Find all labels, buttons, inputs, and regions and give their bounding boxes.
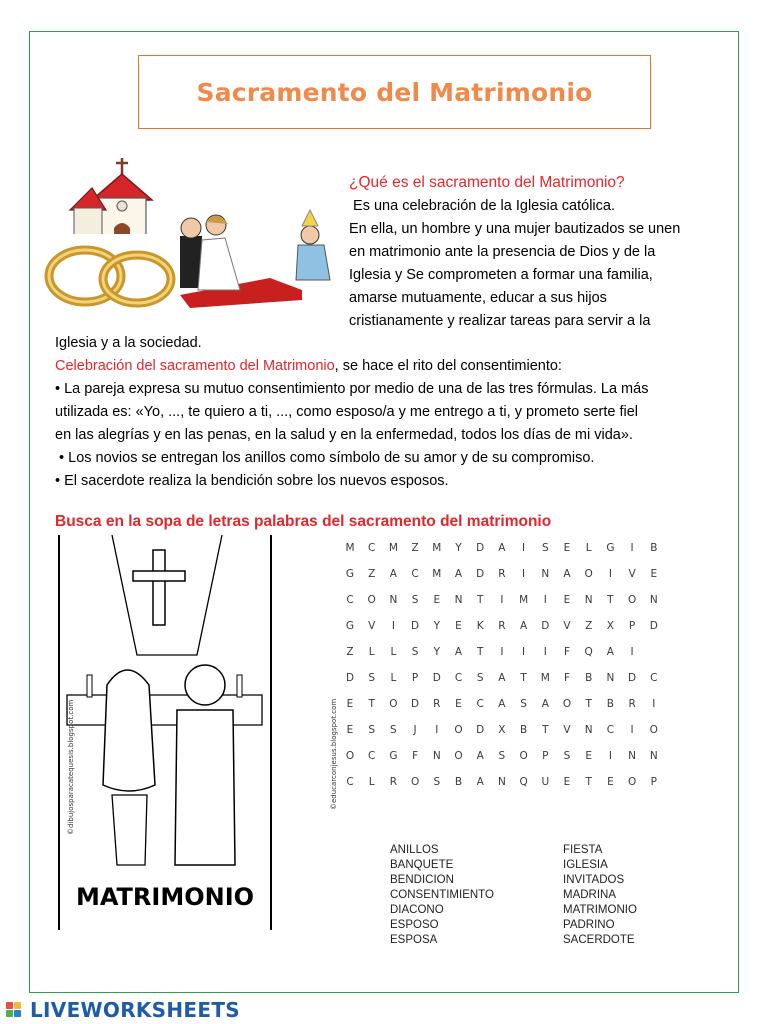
grid-letter[interactable]: Z <box>368 568 376 580</box>
grid-letter[interactable]: E <box>563 542 571 554</box>
grid-letter[interactable]: L <box>390 646 397 658</box>
bullet-line: en las alegrías y en las penas, en la salud y en la enfermedad, todos los días de mi vida». <box>55 427 633 443</box>
grid-letter[interactable]: P <box>411 672 419 684</box>
grid-letter[interactable]: T <box>542 724 549 736</box>
grid-letter[interactable]: I <box>435 724 439 736</box>
intro-continuation: Iglesia y a la sociedad. <box>55 335 202 351</box>
grid-letter[interactable]: N <box>649 750 658 762</box>
grid-letter[interactable]: S <box>368 672 376 684</box>
grid-letter[interactable]: I <box>543 594 547 606</box>
grid-letter[interactable]: D <box>541 620 550 632</box>
grid-letter[interactable]: Z <box>411 542 419 554</box>
grid-letter[interactable]: I <box>500 646 504 658</box>
grid-letter[interactable]: C <box>346 594 354 606</box>
grid-letter[interactable]: E <box>650 568 658 580</box>
grid-letter[interactable]: C <box>411 568 419 580</box>
grid-letter[interactable]: J <box>413 724 417 736</box>
celebration-heading <box>55 355 735 378</box>
grid-letter[interactable]: N <box>432 750 441 762</box>
grid-letter[interactable]: A <box>476 750 484 762</box>
grid-letter[interactable]: D <box>345 672 355 684</box>
grid-letter[interactable]: G <box>345 620 355 632</box>
grid-letter[interactable]: A <box>389 568 397 580</box>
activity-instruction: Busca en la sopa de letras palabras del sacramento del matrimonio <box>55 513 552 530</box>
wedding-coloring-picture <box>57 535 273 930</box>
bullet-line: • La pareja expresa su mutuo consentimiento por medio de una de las tres fórmulas. La más <box>55 381 649 397</box>
grid-letter[interactable]: S <box>476 672 484 684</box>
grid-letter[interactable]: D <box>476 568 485 580</box>
intro-line: amarse mutuamente, educar a sus hijos <box>349 290 607 306</box>
grid-letter[interactable]: I <box>608 568 612 580</box>
grid-letter[interactable]: O <box>627 776 637 788</box>
grid-letter[interactable]: X <box>606 620 614 632</box>
grid-letter[interactable]: F <box>563 672 571 684</box>
grid-letter[interactable]: G <box>606 542 615 554</box>
word-list-item: CONSENTIMIENTO <box>390 889 494 901</box>
title-box <box>138 55 651 129</box>
grid-letter[interactable]: M <box>388 542 398 554</box>
grid-letter[interactable]: A <box>498 542 506 554</box>
bullet-line: utilizada es: «Yo, ..., te quiero a ti, ..., como esposo/a y me entrego a ti, y prometo serte fiel <box>55 404 638 420</box>
grid-letter[interactable]: T <box>520 672 527 684</box>
grid-letter[interactable]: D <box>411 620 420 632</box>
word-list-item: PADRINO <box>563 919 615 931</box>
grid-letter[interactable]: L <box>368 646 375 658</box>
grid-letter[interactable]: T <box>476 646 484 658</box>
grid-letter[interactable]: A <box>454 646 463 658</box>
grid-letter[interactable]: N <box>606 672 615 684</box>
intro-line: Iglesia y Se comprometen a formar una familia, <box>349 267 653 283</box>
grid-letter[interactable]: O <box>345 750 355 762</box>
grid-letter[interactable]: V <box>563 620 571 632</box>
grid-letter[interactable]: R <box>498 620 506 632</box>
grid-letter[interactable]: O <box>519 750 528 762</box>
grid-letter[interactable]: N <box>649 594 658 606</box>
grid-letter[interactable]: I <box>608 750 612 762</box>
grid-letter[interactable]: B <box>454 776 463 788</box>
grid-letter[interactable]: R <box>628 698 636 710</box>
wedding-illustration <box>40 140 340 315</box>
grid-letter[interactable]: D <box>476 724 485 736</box>
grid-letter[interactable]: A <box>563 568 571 580</box>
word-list-item: MADRINA <box>563 889 617 901</box>
grid-letter[interactable]: D <box>476 542 485 554</box>
grid-letter[interactable]: S <box>563 750 571 762</box>
image-credit: ©dibujosparacatequesis.blogspot.com <box>67 699 75 835</box>
grid-letter[interactable]: B <box>519 724 528 736</box>
grid-letter[interactable]: O <box>562 698 572 710</box>
grid-letter[interactable]: O <box>389 698 398 710</box>
grid-letter[interactable]: S <box>541 542 549 554</box>
grid-letter[interactable]: A <box>476 776 484 788</box>
grid-letter[interactable]: E <box>563 776 571 788</box>
word-list-item: ESPOSO <box>390 919 439 931</box>
intro-line: En ella, un hombre y una mujer bautizados se unen <box>349 221 681 237</box>
grid-letter[interactable]: C <box>346 776 354 788</box>
grid-letter[interactable]: C <box>606 724 615 736</box>
grid-letter[interactable]: F <box>563 646 571 658</box>
intro-line: Es una celebración de la Iglesia católica. <box>349 198 615 214</box>
grid-letter[interactable]: I <box>522 568 526 580</box>
word-list-item: BENDICION <box>390 874 454 886</box>
logo-icon <box>6 1002 30 1018</box>
grid-letter[interactable]: Q <box>584 646 593 658</box>
grid-letter[interactable]: A <box>606 646 614 658</box>
grid-letter[interactable]: N <box>628 750 637 762</box>
grid-letter[interactable]: R <box>433 698 441 710</box>
grid-letter[interactable]: G <box>345 568 355 580</box>
grid-letter[interactable]: Z <box>346 646 354 658</box>
grid-letter[interactable]: N <box>497 776 506 788</box>
grid-letter[interactable]: R <box>389 776 398 788</box>
grid-letter[interactable]: D <box>411 698 420 710</box>
grid-letter[interactable]: N <box>584 594 593 606</box>
grid-letter[interactable]: M <box>432 542 442 554</box>
grid-letter[interactable]: S <box>433 776 441 788</box>
grid-letter[interactable]: T <box>607 594 614 606</box>
grid-letter[interactable]: C <box>454 672 463 684</box>
grid-letter[interactable]: T <box>585 776 592 788</box>
grid-letter[interactable]: O <box>649 724 658 736</box>
grid-letter[interactable]: U <box>541 776 550 788</box>
intro-line: cristianamente y realizar tareas para servir a la <box>349 313 651 329</box>
coloring-label: MATRIMONIO <box>75 883 255 911</box>
grid-letter[interactable]: B <box>606 698 614 710</box>
celebration-section <box>55 332 735 493</box>
word-list-item: MATRIMONIO <box>563 904 637 916</box>
grid-letter[interactable]: M <box>540 672 550 684</box>
bullet-line: • Los novios se entregan los anillos como símbolo de su amor y de su compromiso. <box>55 450 595 466</box>
grid-letter[interactable]: S <box>411 646 419 658</box>
grid-letter[interactable]: Q <box>519 776 528 788</box>
grid-letter[interactable]: V <box>368 620 376 632</box>
grid-letter[interactable]: A <box>498 672 506 684</box>
grid-letter[interactable]: O <box>410 776 420 788</box>
grid-letter[interactable]: E <box>346 698 354 710</box>
grid-letter[interactable]: E <box>455 698 462 710</box>
grid-letter[interactable]: C <box>650 672 658 684</box>
grid-letter[interactable]: I <box>543 646 547 658</box>
grid-letter[interactable]: I <box>652 698 656 710</box>
grid-letter[interactable]: S <box>498 750 506 762</box>
grid-letter[interactable]: R <box>498 568 506 580</box>
grid-letter[interactable]: T <box>476 594 484 606</box>
cross-icon <box>133 550 185 625</box>
grid-letter[interactable]: O <box>627 594 637 606</box>
grid-letter[interactable]: B <box>650 542 658 554</box>
grid-letter[interactable]: Y <box>455 542 462 554</box>
grid-letter[interactable]: N <box>541 568 550 580</box>
bullet-line: • El sacerdote realiza la bendición sobre los nuevos esposos. <box>55 473 449 489</box>
grid-letter[interactable]: I <box>522 542 526 554</box>
grid-letter[interactable]: D <box>628 672 637 684</box>
grid-letter[interactable]: Z <box>585 620 593 632</box>
grid-letter[interactable]: I <box>630 542 634 554</box>
grid-letter[interactable]: P <box>542 750 549 762</box>
grid-letter[interactable]: E <box>433 594 441 606</box>
intro-line: en matrimonio ante la presencia de Dios y de la <box>349 244 656 260</box>
grid-letter[interactable]: B <box>585 672 593 684</box>
grid-letter[interactable]: E <box>607 776 614 788</box>
bride-icon <box>103 670 155 865</box>
grid-letter[interactable]: D <box>432 672 441 684</box>
grid-letter[interactable]: I <box>630 724 634 736</box>
grid-letter[interactable]: S <box>368 724 376 736</box>
grid-letter[interactable]: P <box>628 620 636 632</box>
grid-credit <box>322 670 342 810</box>
celebration-rest: , se hace el rito del consentimiento: <box>334 358 562 374</box>
grid-letter[interactable]: O <box>454 724 463 736</box>
grid-letter[interactable]: N <box>389 594 398 606</box>
grid-letter[interactable]: E <box>585 750 592 762</box>
grid-credit-text: ©educarconjesus.blogspot.com <box>330 698 338 810</box>
grid-letter[interactable]: I <box>522 646 526 658</box>
grid-letter[interactable]: I <box>630 646 634 658</box>
word-list-item: IGLESIA <box>563 859 608 871</box>
grid-letter[interactable]: A <box>520 620 528 632</box>
grid-letter[interactable]: N <box>454 594 463 606</box>
grid-letter[interactable]: V <box>563 724 571 736</box>
grid-letter[interactable]: O <box>367 594 376 606</box>
rings-icon <box>40 234 180 314</box>
grid-letter[interactable]: M <box>345 542 355 554</box>
grid-letter[interactable]: C <box>368 750 376 762</box>
celebration-title: Celebración del sacramento del Matrimonio <box>55 358 335 374</box>
word-list-item: FIESTA <box>563 844 603 856</box>
grid-letter[interactable]: S <box>411 594 419 606</box>
grid-letter[interactable]: K <box>476 620 484 632</box>
grid-letter[interactable]: T <box>368 698 375 710</box>
page-title: Sacramento del Matrimonio <box>196 77 593 107</box>
word-list-left <box>390 843 494 948</box>
word-list-item: SACERDOTE <box>563 934 635 946</box>
grid-letter[interactable]: P <box>650 776 657 788</box>
grid-letter[interactable]: T <box>585 698 592 710</box>
word-list-right <box>563 843 637 948</box>
grid-letter[interactable]: S <box>390 724 397 736</box>
logo-text: LIVEWORKSHEETS <box>30 998 241 1022</box>
liveworksheets-logo[interactable] <box>6 997 240 1023</box>
grid-letter[interactable]: I <box>500 594 504 606</box>
grid-letter[interactable]: L <box>368 776 375 788</box>
grid-letter[interactable]: E <box>563 594 571 606</box>
grid-letter[interactable]: L <box>390 672 397 684</box>
grid-letter[interactable]: F <box>412 750 419 762</box>
grid-letter[interactable]: O <box>454 750 463 762</box>
grid-letter[interactable]: L <box>585 542 592 554</box>
grid-letter[interactable]: D <box>649 620 658 632</box>
grid-letter[interactable]: C <box>368 542 376 554</box>
word-list-item: BANQUETE <box>390 859 454 871</box>
grid-letter[interactable]: X <box>498 724 506 736</box>
grid-letter[interactable]: V <box>628 568 636 580</box>
grid-letter[interactable]: M <box>519 594 529 606</box>
grid-letter[interactable]: A <box>454 568 463 580</box>
grid-letter[interactable]: N <box>584 724 593 736</box>
grid-letter[interactable]: M <box>432 568 442 580</box>
grid-letter[interactable]: O <box>584 568 593 580</box>
word-list-item: ANILLOS <box>390 844 439 856</box>
grid-letter[interactable]: E <box>455 620 462 632</box>
grid-letter[interactable]: E <box>346 724 354 736</box>
grid-letter[interactable]: Y <box>433 646 440 658</box>
intro-question: ¿Qué es el sacramento del Matrimonio? <box>349 174 625 191</box>
grid-letter[interactable]: I <box>391 620 395 632</box>
grid-letter[interactable]: A <box>498 698 506 710</box>
word-list-item: DIACONO <box>390 904 444 916</box>
grid-letter[interactable]: G <box>389 750 398 762</box>
grid-letter[interactable]: C <box>476 698 484 710</box>
grid-letter[interactable]: S <box>520 698 527 710</box>
word-list-item: ESPOSA <box>390 934 438 946</box>
grid-letter[interactable]: Y <box>433 620 440 632</box>
grid-letter[interactable]: A <box>541 698 549 710</box>
word-list-item: INVITADOS <box>563 874 625 886</box>
